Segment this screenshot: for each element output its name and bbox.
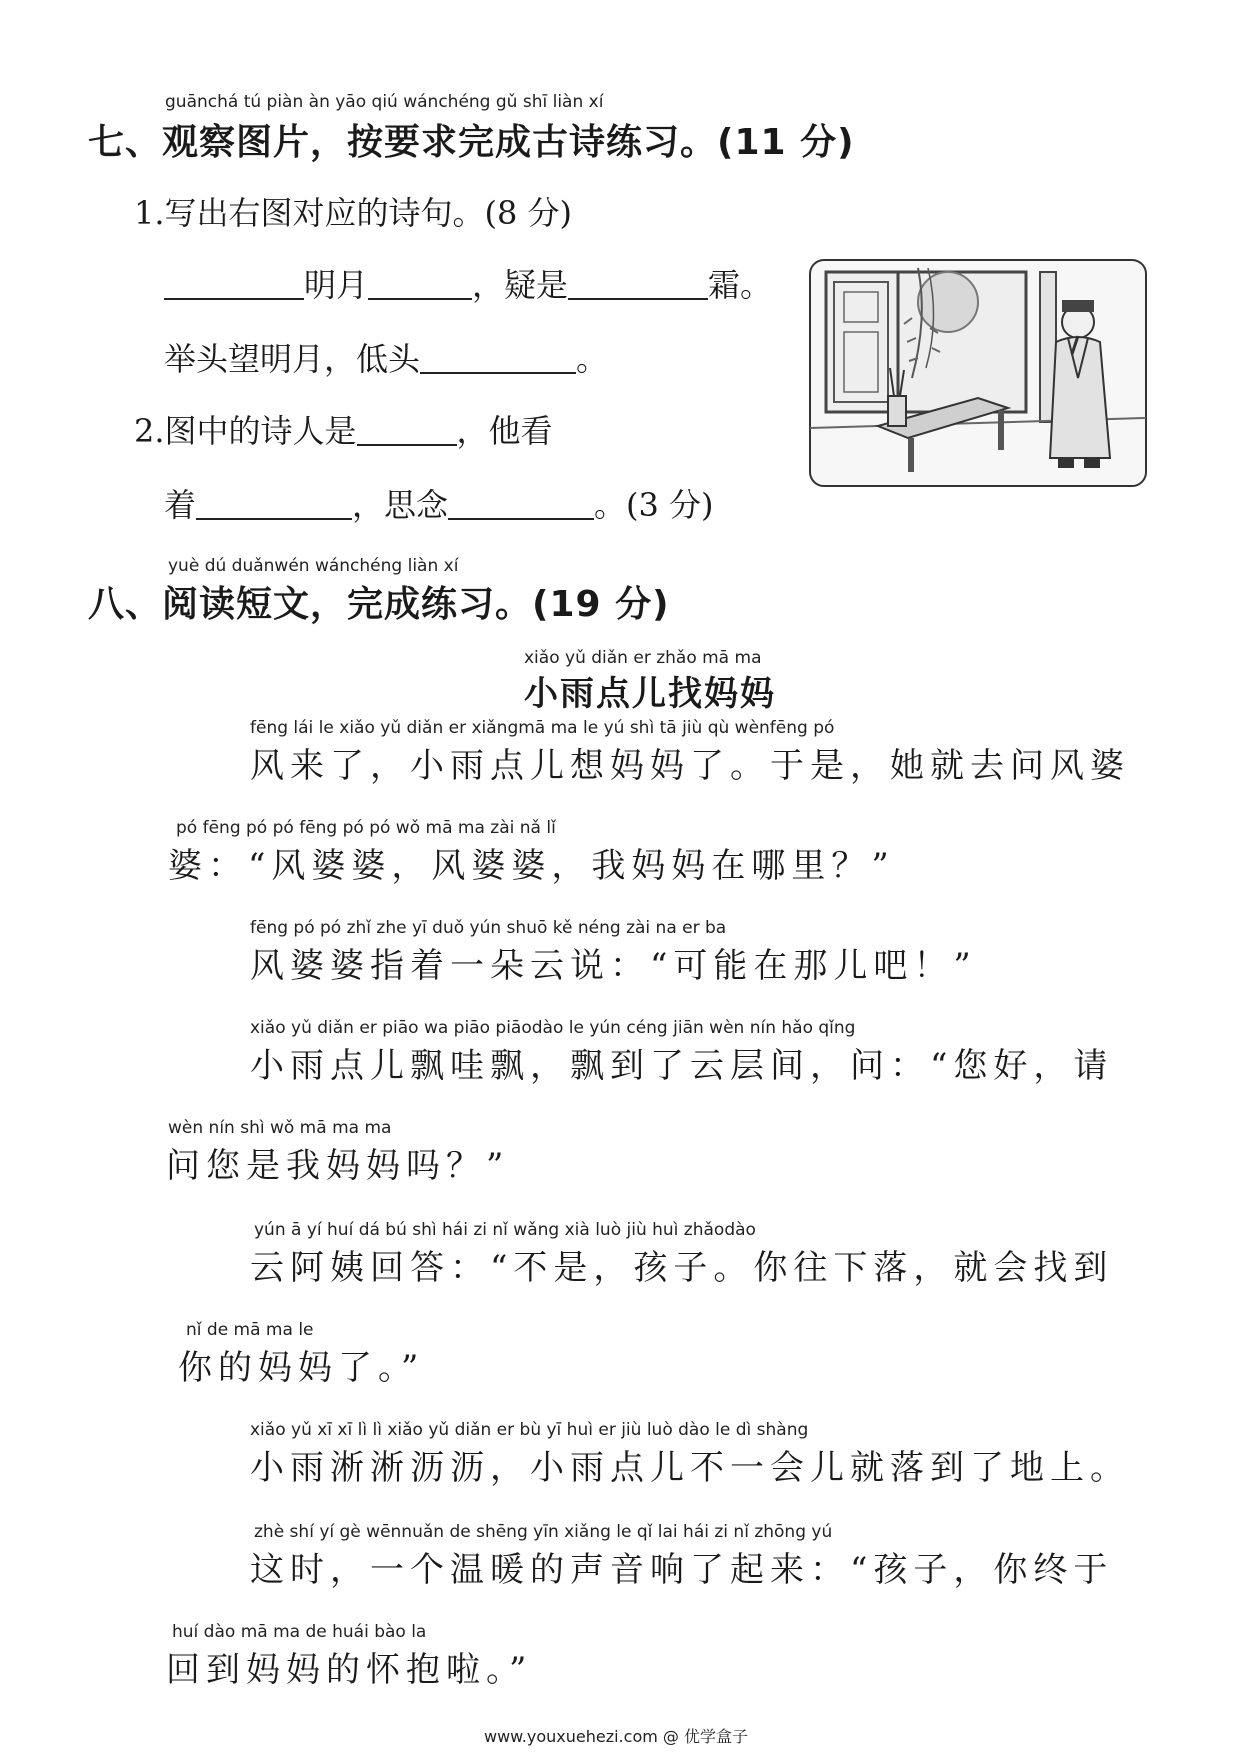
story-line-4: 小雨点儿飘哇飘，飘到了云层间，问：“您好，请 (250, 1046, 1114, 1086)
poem-text-shuang: 霜。 (708, 266, 773, 304)
story-title: 小雨点儿找妈妈 (524, 674, 776, 714)
story-line-10: 回到妈妈的怀抱啦。” (166, 1650, 533, 1690)
section7-title: 七、观察图片，按要求完成古诗练习。(11 分) (88, 122, 855, 163)
q2-text-takan: ，他看 (456, 412, 553, 450)
story-line-7: 你的妈妈了。” (178, 1348, 425, 1388)
poem-text-yishi: ，疑是 (472, 266, 569, 304)
looking-blank[interactable] (196, 488, 352, 520)
story-line-6-pinyin: yún ā yí huí dá bú shì hái zi nǐ wǎng xià luò jiù huì zhǎodào (254, 1220, 756, 1240)
story-line-1: 风来了，小雨点儿想妈妈了。于是，她就去问风婆 (250, 746, 1130, 786)
story-line-9-pinyin: zhè shí yí gè wēnnuǎn de shēng yīn xiǎng le qǐ lai hái zi nǐ zhōng yú (254, 1522, 833, 1542)
story-line-1-pinyin: fēng lái le xiǎo yǔ diǎn er xiǎngmā ma le yú shì tā jiù qù wènfēng pó (250, 718, 835, 738)
poet-blank[interactable] (357, 414, 457, 446)
story-line-9: 这时，一个温暖的声音响了起来：“孩子，你终于 (250, 1550, 1114, 1590)
story-line-8-pinyin: xiǎo yǔ xī xī lì lì xiǎo yǔ diǎn er bù yī huì er jiù luò dào le dì shàng (250, 1420, 809, 1440)
story-line-5-pinyin: wèn nín shì wǒ mā ma ma (168, 1118, 392, 1138)
story-line-3-pinyin: fēng pó pó zhǐ zhe yī duǒ yún shuō kě néng zài na er ba (250, 918, 727, 938)
story-line-8: 小雨淅淅沥沥，小雨点儿不一会儿就落到了地上。 (250, 1448, 1130, 1488)
q2-text-score: 。(3 分) (594, 486, 714, 524)
footer-separator: @ (662, 1727, 679, 1746)
story-line-5: 问您是我妈妈吗？” (166, 1146, 510, 1186)
story-line-4-pinyin: xiǎo yǔ diǎn er piāo wa piāo piāodào le yún céng jiān wèn nín hǎo qǐng (250, 1018, 856, 1038)
poem-text-mingyue: 明月 (304, 266, 369, 304)
poem-blank-4[interactable] (420, 342, 576, 374)
story-title-pinyin: xiǎo yǔ diǎn er zhǎo mā ma (524, 648, 762, 668)
story-line-7-pinyin: nǐ de mā ma le (186, 1320, 314, 1340)
footer-url[interactable]: www.youxuehezi.com (484, 1727, 658, 1746)
poet-illustration (808, 258, 1148, 488)
missing-blank[interactable] (448, 488, 594, 520)
q2-label: 2.图中的诗人是 (134, 412, 357, 450)
story-line-10-pinyin: huí dào mā ma de huái bào la (172, 1622, 427, 1642)
section7-pinyin: guānchá tú piàn àn yāo qiú wánchéng gǔ shī liàn xí (165, 92, 604, 112)
story-line-2-pinyin: pó fēng pó pó fēng pó pó wǒ mā ma zài nǎ lǐ (176, 818, 556, 838)
q1-poem-line2 (164, 334, 608, 380)
story-line-6: 云阿姨回答：“不是，孩子。你往下落，就会找到 (250, 1248, 1114, 1288)
q1-label: 1.写出右图对应的诗句。(8 分) (134, 194, 573, 232)
q2-line2 (164, 480, 714, 526)
q2-line1 (134, 406, 553, 452)
poem-text-jutou: 举头望明月，低头 (164, 340, 421, 378)
story-line-2: 婆：“风婆婆，风婆婆，我妈妈在哪里？” (168, 846, 895, 886)
q1-poem-line1 (164, 260, 772, 306)
footer-brand: 优学盒子 (684, 1727, 749, 1746)
footer (484, 1724, 748, 1747)
poem-blank-2[interactable] (368, 268, 472, 300)
story-line-3: 风婆婆指着一朵云说：“可能在那儿吧！” (250, 946, 977, 986)
poem-blank-3[interactable] (568, 268, 708, 300)
poem-blank-1[interactable] (164, 268, 304, 300)
section8-title: 八、阅读短文，完成练习。(19 分) (88, 584, 670, 625)
section8-pinyin: yuè dú duǎnwén wánchéng liàn xí (168, 556, 459, 576)
q2-text-sinian: ，思念 (352, 486, 449, 524)
poem-text-end: 。 (576, 340, 609, 378)
q2-text-zhe: 着 (164, 486, 197, 524)
